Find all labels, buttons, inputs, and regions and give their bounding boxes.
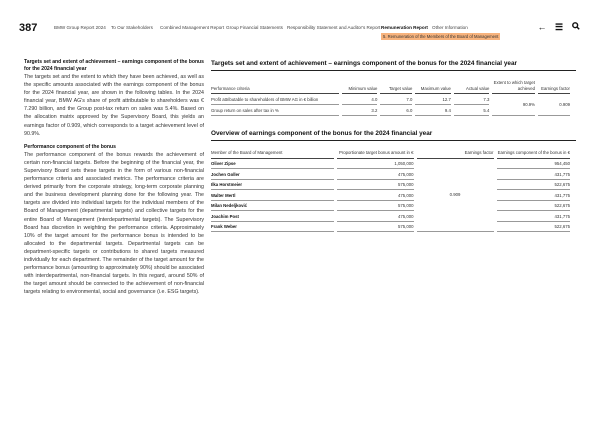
header-icons (537, 22, 581, 33)
col-header: Maximum value (415, 78, 451, 94)
col-header: Minimum value (342, 78, 378, 94)
col-header: Member of the Board of Management (211, 148, 334, 159)
table-row: Walter Mertl 475,000 431,775 (211, 190, 570, 201)
body-text-column (24, 59, 204, 302)
col-header: Earnings component of the bonus in € (497, 148, 571, 159)
overview-table (208, 148, 573, 232)
nav-item-group-report[interactable]: BMW Group Report 2024 (54, 25, 106, 30)
nav-item-management-report[interactable]: Combined Management Report (160, 25, 225, 30)
nav-item-other-information[interactable]: Other Information (432, 25, 468, 30)
back-arrow-icon[interactable]: ← (537, 22, 547, 32)
earnings-heading: Targets set and extent of achievement – earnings component of the bonus for the 2024 financial year (24, 59, 204, 72)
nav-item-financial-statements[interactable]: Group Financial Statements (226, 25, 283, 30)
earnings-factor: 0.909 (417, 159, 494, 233)
section-tag[interactable]: 5. Remuneration of the Members of the Board of Management (383, 34, 499, 39)
table-row: Jochen Goller 475,000 431,775 (211, 169, 570, 180)
table-row: Ilka Horstmeier 575,000 522,675 (211, 180, 570, 191)
search-icon[interactable] (571, 22, 581, 33)
overview-table-title: Overview of earnings component of the bonus for the 2024 financial year (211, 130, 576, 141)
col-header: Earnings factor (417, 148, 494, 159)
col-header: Proportionate target bonus amount in € (337, 148, 414, 159)
col-header: Target value (380, 78, 412, 94)
nav-item-responsibility-statement[interactable]: Responsibility Statement and Auditor's Report (287, 25, 381, 30)
nav-item-remuneration-report[interactable]: Remuneration Report (381, 25, 428, 30)
nav-item-stakeholders[interactable]: To Our Stakeholders (111, 25, 153, 30)
performance-heading: Performance component of the bonus (24, 143, 116, 150)
page-number: 387 (19, 22, 38, 34)
targets-table (208, 78, 573, 116)
col-header: Actual value (454, 78, 490, 94)
table-row: Milan Nedeljković 575,000 522,675 (211, 201, 570, 212)
menu-icon[interactable]: ☰ (554, 22, 564, 32)
table-row: Joachim Post 475,000 431,775 (211, 211, 570, 222)
table-row: Profit attributable to shareholders of BMW AG in € billion 4.0 7.0 12.7 7.3 90.9% 0.909 (211, 94, 570, 105)
targets-table-title: Targets set and extent of achievement – earnings component of the bonus for the 2024 financial year (211, 60, 576, 71)
page-header (0, 0, 600, 40)
table-row: Group return on sales after tax in % 3.2 6.0 9.4 5.4 (211, 105, 570, 116)
performance-paragraph: The performance component of the bonus rewards the achievement of certain non-financial targets. Before the beginning of the financial year, the Supervisory Board sets these targets in the form of various non-financial performance criteria and associated metrics. The performance criteria are derived primarily from the corporate strategy, long-term corporate planning and the business development planning done for the following year. The targets are divided into individual targets for the individual members of the Board of Management (departmental targets) and collective targets for the entire Board of Management (interdepartmental targets). The Supervisory Board has discretion in weighting the performance criteria. Approximately 10% of the target amount for the performance bonus is intended to be allocated to the departmental targets. Departmental targets can be department-specific targets or contributions to shared targets measured individually for each department. The remainder of the target amount for the performance bonus (amounting to approximately 90%) should be associated with interdepartmental, non-financial targets. In this regard, around 50% of the target amount should be connected to the achievement of non-financial targets relating to environmental, social and governance (i.e. ESG targets). (24, 151, 204, 296)
col-header: Performance criteria (211, 78, 339, 94)
earnings-paragraph: The targets set and the extent to which they have been achieved, as well as the specific amounts associated with the earnings component of the bonus for the 2024 financial year, are shown in the following tables. In the 2024 financial year, BMW AG's share of profit attributable to shareholders was € 7.290 billion, and the Group post-tax return on sales was 5.4%. Based on the allocation matrix approved by the Supervisory Board, this yields an earnings factor of 0.909, which corresponds to a target achievement level of 90.9%. (24, 74, 204, 137)
table-row: Frank Weber 575,000 522,675 (211, 222, 570, 233)
earnings-factor: 0.909 (538, 94, 570, 116)
tables-column (211, 60, 576, 232)
col-header: Earnings factor (538, 78, 570, 94)
table-row: Oliver Zipse 1,050,000 0.909 954,450 (211, 159, 570, 170)
col-header: Extent to which target achieved (492, 78, 535, 94)
extent-achieved: 90.9% (492, 94, 535, 116)
